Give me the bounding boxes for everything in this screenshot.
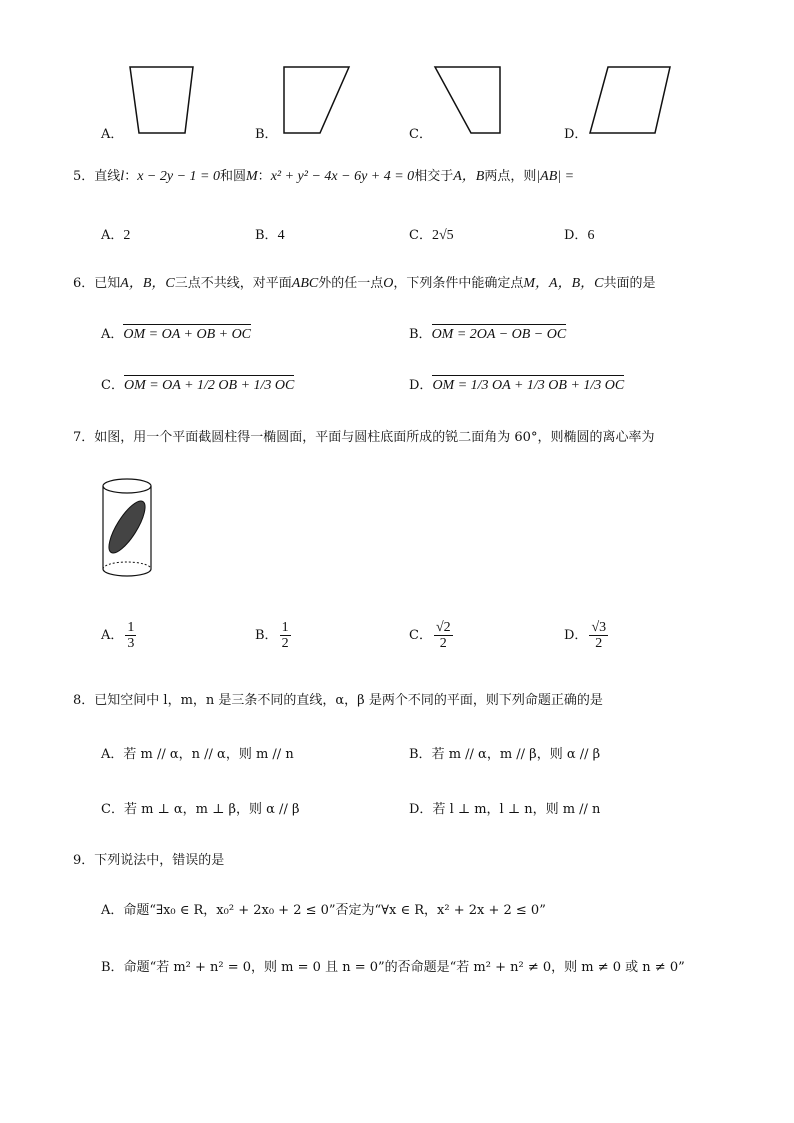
option-value: 6 — [587, 228, 595, 243]
q6-point-o: O — [383, 276, 394, 291]
q6-text-c: 外的任一点 — [318, 276, 384, 291]
trapezoid-figure-a — [120, 60, 200, 140]
q6-text-e: 共面的是 — [603, 276, 656, 291]
fraction — [434, 620, 453, 652]
q6-option-a — [101, 327, 251, 343]
q7-option-a — [101, 620, 138, 652]
q6-option-b — [409, 327, 566, 343]
option-expression: OM = 2OA − OB − OC — [431, 327, 567, 342]
line-equation: x − 2y − 1 = 0 — [137, 169, 220, 184]
numerator: √3 — [591, 620, 607, 635]
question-6-stem — [73, 276, 656, 292]
fraction — [280, 620, 291, 652]
option-label: D． — [564, 628, 588, 643]
q4-option-b-label: B． — [255, 127, 278, 142]
option-expression: OM = 1/3 OA + 1/3 OB + 1/3 OC — [432, 378, 625, 393]
option-value: 4 — [277, 228, 285, 243]
q5-text-2: 和圆 — [219, 169, 246, 184]
question-number: 5． — [73, 169, 95, 184]
option-text: 若 m // α，m // β，则 α // β — [431, 747, 601, 762]
option-label: D． — [409, 802, 433, 817]
denominator: 2 — [439, 636, 447, 651]
option-expression: OM = OA + OB + OC — [123, 327, 252, 342]
option-text: 若 l ⊥ m，l ⊥ n，则 m // n — [432, 802, 601, 817]
q7-option-c — [409, 620, 455, 652]
q5-option-a — [101, 228, 130, 244]
option-label: A． — [101, 228, 124, 243]
option-label: C． — [409, 628, 432, 643]
q5-option-d — [564, 228, 594, 244]
circle-symbol: M — [246, 169, 258, 184]
q5-option-b — [255, 228, 285, 244]
q6-option-d — [409, 378, 624, 394]
question-7-stem — [73, 430, 654, 446]
question-5-stem — [73, 169, 574, 185]
q5-text-3: 相交于 — [414, 169, 454, 184]
q4-option-a-label: A． — [101, 127, 124, 142]
option-label: C． — [409, 228, 432, 243]
question-number: 6． — [73, 276, 95, 291]
fraction — [125, 620, 136, 652]
option-expression: OM = OA + 1/2 OB + 1/3 OC — [123, 378, 295, 393]
option-label: B． — [255, 228, 278, 243]
chord-length: |AB| = — [536, 169, 575, 184]
q7-option-b — [255, 620, 293, 652]
question-number: 8． — [73, 693, 95, 708]
option-label: B． — [255, 628, 278, 643]
option-text: 命题“∃x₀ ∈ R，x₀² + 2x₀ + 2 ≤ 0”否定为“∀x ∈ R，x² + 2x + 2 ≤ 0” — [123, 903, 546, 918]
q6-plane: ABC — [291, 276, 319, 291]
q8-option-d — [409, 802, 600, 818]
fraction — [589, 620, 608, 652]
q8-option-c — [101, 802, 299, 818]
intersection-points: A，B — [453, 169, 485, 184]
q6-text-a: 已知 — [94, 276, 121, 291]
cylinder-ellipse-figure — [100, 475, 160, 585]
q6-option-c — [101, 378, 294, 394]
option-label: B． — [409, 747, 432, 762]
option-label: B． — [101, 960, 124, 975]
option-label: A． — [101, 628, 124, 643]
parallelogram-figure-d — [585, 60, 675, 140]
q8-option-a — [101, 747, 294, 763]
option-value: 2√5 — [431, 228, 454, 243]
denominator: 2 — [281, 636, 289, 651]
q5-colon: ： — [124, 169, 138, 184]
trapezoid-figure-c — [428, 60, 508, 140]
denominator: 3 — [127, 636, 135, 651]
question-number: 9． — [73, 853, 95, 868]
q5-option-c — [409, 228, 454, 244]
option-text: 命题“若 m² + n² = 0，则 m = 0 且 n = 0”的否命题是“若 m² + n² ≠ 0，则 m ≠ 0 或 n ≠ 0” — [123, 960, 685, 975]
question-9-stem — [73, 853, 224, 869]
option-label: A． — [101, 903, 124, 918]
q6-points-m: M，A，B，C — [523, 276, 604, 291]
option-text: 若 m ⊥ α，m ⊥ β，则 α // β — [123, 802, 300, 817]
q6-points: A，B，C — [120, 276, 175, 291]
numerator: 1 — [281, 620, 289, 635]
q7-option-d — [564, 620, 610, 652]
line-symbol: l — [120, 169, 125, 184]
question-number: 7． — [73, 430, 95, 445]
option-label: A． — [101, 327, 124, 342]
q5-text-4: 两点，则 — [484, 169, 537, 184]
q7-text: 如图，用一个平面截圆柱得一椭圆面，平面与圆柱底面所成的锐二面角为 60°，则椭圆的离心率为 — [94, 430, 655, 445]
q5-text-1: 直线 — [94, 169, 121, 184]
option-text: 若 m // α，n // α，则 m // n — [123, 747, 294, 762]
option-label: D． — [564, 228, 588, 243]
trapezoid-figure-b — [275, 60, 355, 140]
numerator: √2 — [435, 620, 451, 635]
q5-colon-2: ： — [257, 169, 271, 184]
q6-text-b: 三点不共线，对平面 — [174, 276, 292, 291]
q8-option-b — [409, 747, 600, 763]
q4-option-d-label: D． — [564, 127, 588, 142]
question-8-stem — [73, 693, 603, 709]
option-value: 2 — [123, 228, 131, 243]
circle-equation: x² + y² − 4x − 6y + 4 = 0 — [270, 169, 415, 184]
option-label: D． — [409, 378, 433, 393]
q8-text: 已知空间中 l，m，n 是三条不同的直线，α，β 是两个不同的平面，则下列命题正确的是 — [94, 693, 603, 708]
option-label: A． — [101, 747, 124, 762]
denominator: 2 — [595, 636, 603, 651]
option-label: C． — [101, 802, 124, 817]
option-label: B． — [409, 327, 432, 342]
q4-option-c-label: C． — [409, 127, 432, 142]
numerator: 1 — [127, 620, 135, 635]
q9-option-a — [101, 903, 546, 919]
q9-option-b — [101, 960, 685, 976]
q6-text-d: ，下列条件中能确定点 — [393, 276, 524, 291]
option-label: C． — [101, 378, 124, 393]
q9-text: 下列说法中，错误的是 — [94, 853, 225, 868]
